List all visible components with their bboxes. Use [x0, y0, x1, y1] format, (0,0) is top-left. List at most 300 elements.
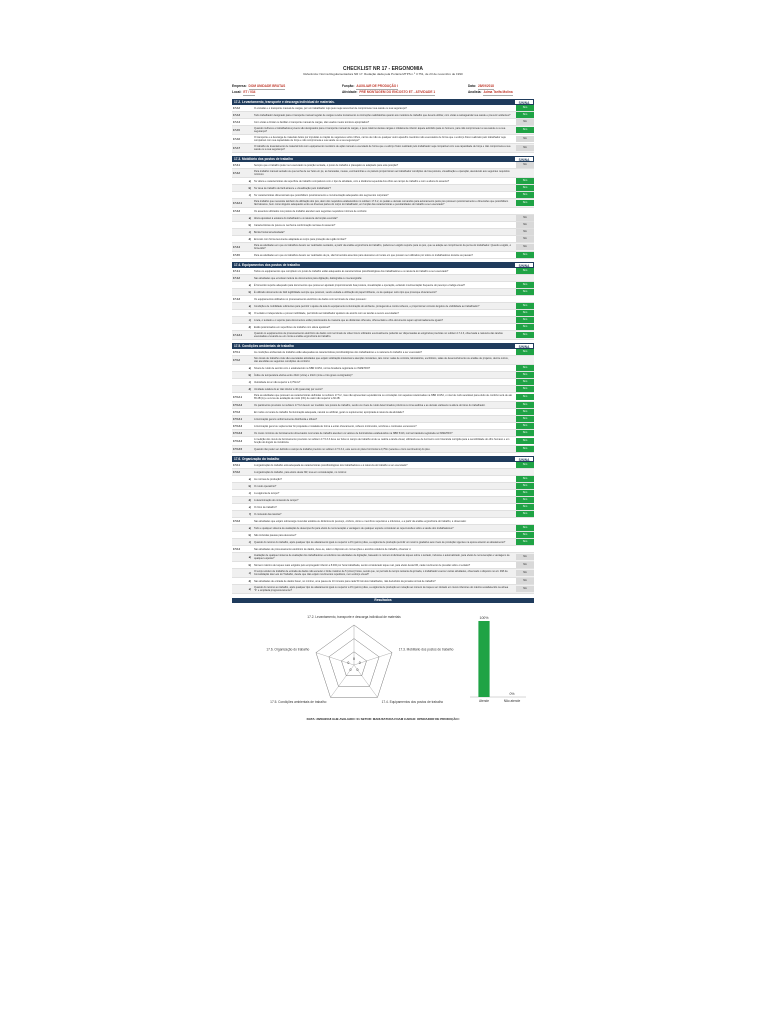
checklist-item	[232, 569, 534, 578]
item-question: Nas atividades de processamento eletrônico de dados, deve-se, salvo o disposto em convenções e acordos coletivos de trabalho, observar o:	[254, 547, 412, 551]
checklist-item	[232, 365, 534, 372]
item-question: Ter altura e características da superfície de trabalho compatíveis com o tipo de atividade, com a distância requerida dos olhos ao campo de trabalho e com a altura do assento?	[254, 179, 450, 183]
item-answer[interactable]: Sim	[516, 430, 534, 436]
checklist-item	[232, 490, 534, 497]
item-question: Altura ajustável à estatura do trabalhador e à natureza da função exercida?	[254, 216, 338, 220]
item-subletter: b)	[248, 186, 251, 190]
info-row-2	[232, 90, 534, 96]
item-question: Encosto com forma levemente adaptada ao corpo para proteção da região lombar?	[254, 237, 347, 241]
item-answer[interactable]: NA	[516, 586, 534, 592]
item-code: 17.3.2	[233, 171, 240, 175]
item-subletter: c)	[248, 230, 251, 234]
item-answer[interactable]: NA	[516, 229, 534, 235]
checklist-item	[232, 423, 534, 430]
item-code: 17.3.4	[233, 245, 240, 249]
item-subletter: a)	[248, 526, 251, 530]
checklist-item	[232, 379, 534, 386]
item-answer[interactable]: Sim	[516, 303, 534, 309]
item-answer[interactable]: NA	[516, 145, 534, 151]
item-answer[interactable]	[516, 546, 534, 552]
item-question: A determinação do conteúdo de tempo?	[254, 498, 299, 502]
item-answer[interactable]: Sim	[516, 349, 534, 355]
item-code: 17.2.7	[233, 146, 240, 150]
item-answer[interactable]: NA	[516, 119, 534, 125]
data-value: 28/09/2018	[477, 84, 494, 89]
page-subtitle: Referência: Norma Regulamentadora NR 17. Redação dada pela Portaria MTPS n.º 3.751, de 23 de novembro de 1990	[303, 72, 463, 76]
item-question: A tela, o teclado e o suporte para documentos estão posicionados de maneira que as distâncias olho-tela, olho-teclado e olho-documento sejam aproximadamente iguais?	[254, 318, 444, 322]
item-subletter: c)	[248, 491, 251, 495]
item-answer[interactable]: Sim	[516, 282, 534, 288]
checklist-item	[232, 546, 534, 553]
item-answer[interactable]: NA	[516, 244, 534, 250]
item-answer[interactable]	[516, 296, 534, 302]
item-code: 17.5.3.3	[233, 431, 243, 435]
item-subletter: c)	[248, 571, 251, 575]
item-question: Nos locais de trabalho onde são executadas atividades que exijam solicitação intelectual e atenção constantes, tais como: salas de controle, laboratórios, escritórios, salas de desenvolvimento ou análise de projetos, dentre outros, são atendidas as seguintes condições de conforto:	[254, 357, 509, 363]
checklist-item	[232, 386, 534, 393]
item-subletter: e)	[248, 587, 251, 591]
radar-axis-label: 17.6. Organização do trabalho	[266, 647, 310, 652]
item-answer[interactable]: Sim	[516, 372, 534, 378]
item-question: Ter características dimensionais que possibilitem posicionamento e movimentação adequados dos segmentos corporais?	[254, 193, 389, 197]
item-answer[interactable]: NA	[516, 578, 534, 584]
item-question: Quando mulheres e trabalhadores jovens são designados para o transporte manual de cargas, o peso máximo destas cargas é nitidamente inferior àquele admitido para os homens, para não comprometer a sua saúde ou a sua segurança?	[254, 127, 506, 133]
section-items	[232, 162, 534, 259]
item-answer[interactable]: Sim	[516, 462, 534, 468]
item-answer[interactable]: Sim	[516, 394, 534, 400]
checklist-item	[232, 372, 534, 379]
checklist-item	[232, 497, 534, 504]
checklist-sections	[232, 99, 534, 594]
checklist-item	[232, 430, 534, 437]
item-answer[interactable]: Sim	[516, 539, 534, 545]
checklist-item	[232, 476, 534, 483]
item-question: Para trabalho que necessite também da utilização dos pés, além dos requisitos estabelecidos no subitem 17.3.2, os pedais e demais comandos para acionamento pelos pés possuem posicionamento e dimensões que possibilitem fácil alcance, bem como ângulos adequados entre as diversas partes do corpo do trabalhador, em função das características e peculiaridades do trabalho a ser executado?	[254, 200, 509, 206]
analista-field	[468, 90, 513, 96]
item-code: 17.2.6	[233, 137, 240, 141]
item-subletter: d)	[248, 579, 251, 583]
section-items	[232, 349, 534, 453]
checklist-item	[232, 229, 534, 236]
checklist-item	[232, 356, 534, 365]
item-subletter: a)	[248, 477, 251, 481]
item-answer[interactable]: Sim	[516, 178, 534, 184]
item-answer[interactable]: NA	[516, 215, 534, 221]
item-subletter: b)	[248, 311, 251, 315]
bar-data-label: 100%	[479, 616, 489, 620]
item-answer[interactable]: Sim	[516, 200, 534, 206]
section-title: 17.2. Levantamento, transporte e descarga individual de materiais.	[234, 100, 335, 104]
item-answer[interactable]: NA	[516, 570, 534, 576]
item-question: O tempo efetivo de trabalho de entrada de dados não exceder o limite máximo de 5 (cinco) horas, sendo que, no período de tempo restante da jornada, o trabalhador exercer outras atividades, observado o disposto no art. 468 da Consolidação das Leis do Trabalho, desde que não exijam movimentos repetitivos, nem esforço visual?	[254, 570, 508, 576]
item-answer[interactable]	[516, 170, 534, 176]
checklist-item	[232, 268, 534, 275]
item-question: Níveis de ruído de acordo com o estabelecido na NBR 10152, norma brasileira registrada no INMETRO?	[254, 366, 371, 370]
item-question: O modo operatório?	[254, 484, 277, 488]
item-answer[interactable]: NA	[516, 554, 534, 560]
item-answer[interactable]: Sim	[516, 252, 534, 258]
checklist-item	[232, 289, 534, 296]
funcao-field	[342, 84, 468, 90]
checklist-item	[232, 192, 534, 199]
item-answer[interactable]: Sim	[516, 476, 534, 482]
item-subletter: a)	[248, 304, 251, 308]
item-question: Características de pouca ou nenhuma conformação na base do assento?	[254, 223, 336, 227]
item-answer[interactable]: Sim	[516, 310, 534, 316]
item-subletter: b)	[248, 484, 251, 488]
checklist-item	[232, 532, 534, 539]
item-answer[interactable]: Sim	[516, 268, 534, 274]
funcao-value: AUXILIAR DE PRODUÇÃO I	[356, 84, 399, 89]
item-subletter: f)	[249, 512, 251, 516]
item-subletter: d)	[248, 237, 251, 241]
item-code: 17.2.4	[233, 120, 240, 124]
bar-category-label: Não atende	[503, 699, 521, 703]
radar-value-label: 0	[358, 661, 361, 666]
checklist-item	[232, 275, 534, 282]
checklist-item	[232, 393, 534, 402]
bar-chart	[468, 609, 528, 709]
checklist-item	[232, 349, 534, 356]
item-code: 17.5.2.2	[233, 403, 243, 407]
bar-data-label: 0%	[509, 692, 515, 696]
item-code: 17.5.3	[233, 410, 240, 414]
item-question: Todos os equipamentos que compõem um posto de trabalho estão adequados às características psicofisiológicas dos trabalhadores e à natureza do trabalho a ser executado?	[254, 269, 449, 273]
checklist-item	[232, 539, 534, 546]
checklist-sheet	[232, 66, 534, 721]
item-subletter: e)	[248, 505, 251, 509]
item-question: Quando não puder ser definido o campo de trabalho previsto no subitem 17.5.3.4, este será um plano horizontal a 0,75m (setenta e cinco centímetros) do piso.	[254, 447, 431, 451]
item-answer[interactable]: Sim	[516, 365, 534, 371]
item-answer[interactable]: Sim	[516, 497, 534, 503]
footer-line: DATA: 28/09/2018 GHE AVALIADO: 01 SETOR: MANUFATURA FOAM CARGO: OPERADOR DE PRODUÇÃO I	[306, 717, 460, 721]
item-answer[interactable]: Sim	[516, 379, 534, 385]
item-subletter: d)	[248, 498, 251, 502]
checklist-item	[232, 208, 534, 215]
item-subletter: c)	[248, 540, 251, 544]
page-title: CHECKLIST NR 17 - ERGONOMIA	[342, 66, 423, 72]
section-header	[232, 456, 534, 462]
checklist-item	[232, 303, 534, 310]
radar-axis-label: 17.5. Condições ambientais de trabalho	[270, 700, 327, 705]
item-code: 17.3.3	[233, 209, 240, 213]
local-field	[232, 90, 342, 96]
item-answer[interactable]: Sim	[516, 483, 534, 489]
checklist-item	[232, 222, 534, 229]
item-question: O transporte e a descarga de materiais feitos por impulsão ou tração de vagonetes sobre trilhos, carros de mão ou qualquer outro aparelho mecânico são executados de forma que o esforço físico realizado pelo trabalhador seja compatível com sua capacidade de força e não comprometa a sua saúde ou a sua segurança?	[254, 136, 506, 142]
item-question: Ter área de trabalho de fácil alcance e visualização pelo trabalhador?	[254, 186, 331, 190]
item-answer[interactable]: NA	[516, 162, 534, 168]
item-question: Borda frontal arredondada?	[254, 230, 285, 234]
item-code: 17.4.3.1	[233, 333, 243, 337]
item-answer[interactable]: Sim	[516, 289, 534, 295]
checklist-item	[232, 469, 534, 476]
item-answer[interactable]: NA	[516, 562, 534, 568]
item-answer[interactable]: Sim	[516, 185, 534, 191]
checklist-item	[232, 144, 534, 153]
item-question: Com vistas a limitar ou facilitar o transporte manual de cargas, são usados meios técnicos apropriados?	[254, 120, 370, 124]
item-question: O trabalho de levantamento de material feito com equipamento mecânico de ação manual é executado de forma que o esforço físico realizado pelo trabalhador seja compatível com sua capacidade de força e não comprometa a sua saúde ou a sua segurança?	[254, 145, 511, 151]
checklist-item	[232, 199, 534, 208]
item-answer[interactable]: NA	[516, 222, 534, 228]
item-question: Em todos os locais de trabalho há iluminação adequada, natural ou artificial, geral ou suplementar, apropriada à natureza da atividade?	[254, 410, 404, 414]
item-question: Para as atividades em que os trabalhos devam ser realizados sentados, a partir da análise ergonômica do trabalho, poderá ser exigido suporte para os pés, que se adapte ao comprimento da perna do trabalhador. Quando exigido, é fornecido?	[254, 244, 511, 250]
item-question: É fornecido suporte adequado para documentos que possa ser ajustado proporcionando boa postura, visualização e operação, evitando movimentação frequente do pescoço e fadiga visual?	[254, 283, 465, 287]
item-answer[interactable]: NA	[516, 236, 534, 242]
checklist-item	[232, 331, 534, 340]
checklist-item	[232, 119, 534, 126]
item-question: Sempre que o trabalho puder ser executado na posição sentada, o posto de trabalho é planejado ou adaptado para esta posição?	[254, 163, 399, 167]
item-code: 17.4.2	[233, 276, 240, 280]
checklist-item	[232, 462, 534, 469]
checklist-item	[232, 169, 534, 178]
item-subletter: b)	[248, 563, 251, 567]
item-question: Nas atividades que envolvam leitura de documentos para digitação, datilografia ou mecanografia:	[254, 276, 362, 280]
item-question: Nas atividades de entrada de dados haver, no mínimo, uma pausa de 10 minutos para cada 50 minutos trabalhados, não deduzidos da jornada normal de trabalho?	[254, 579, 436, 583]
item-subletter: b)	[248, 290, 251, 294]
item-subletter: b)	[248, 223, 251, 227]
item-subletter: a)	[248, 216, 251, 220]
item-code: 17.5.2	[233, 358, 240, 362]
section-title: 17.4. Equipamentos dos postos de trabalho	[234, 263, 300, 267]
empresa-field	[232, 84, 342, 90]
item-question: São incluídas pausas para descanso?	[254, 533, 297, 537]
item-question: A organização do trabalho, para efeito desta NR, leva em consideração, no mínimo:	[254, 470, 347, 474]
checklist-item	[232, 243, 534, 252]
checklist-item	[232, 310, 534, 317]
section-items	[232, 462, 534, 594]
item-question: As normas de produção?	[254, 477, 282, 481]
checklist-item	[232, 178, 534, 185]
item-question: O conteúdo das tarefas?	[254, 512, 282, 516]
item-code: 17.3.5	[233, 253, 240, 257]
item-subletter: c)	[248, 193, 251, 197]
item-subletter: a)	[248, 179, 251, 183]
item-question: Os assentos utilizados nos postos de trabalho atendem aos seguintes requisitos mínimos de conforto:	[254, 209, 367, 213]
item-answer[interactable]: Sim	[516, 127, 534, 133]
item-question: A organização do trabalho está adequada às características psicofisiológicas dos trabalhadores e à natureza do trabalho a ser executado?	[254, 463, 408, 467]
item-question: O teclado é independente e possui mobilidade, permitindo ao trabalhador ajustá-lo de acordo com as tarefas a serem executadas?	[254, 311, 399, 315]
item-question: A iluminação geral é uniformemente distribuída e difusa?	[254, 417, 317, 421]
item-question: Para as atividades em que os trabalhos devam ser realizados de pé, são fornecidos assentos para descanso em locais em que possam ser utilizados por todos os trabalhadores durante as pausas?	[254, 253, 473, 257]
item-code: 17.6.3	[233, 519, 240, 523]
item-question: Para as atividades que possuam as características definidas no subitem 17.5.2, mas não apresentam equivalência ou correlação com aquelas relacionadas na NBR 10152, o nível de ruído aceitável para efeito de conforto será de até 65 dB (A) e a curva de avaliação de ruído (NC) de valor não superior a 60 dB.	[254, 394, 512, 400]
item-answer[interactable]: Sim	[516, 192, 534, 198]
empresa-value: DOM UNIDADE BRUTAS	[248, 84, 286, 89]
item-answer[interactable]	[516, 518, 534, 524]
atividade-field	[342, 90, 468, 96]
item-code: 17.5.3.1	[233, 417, 243, 421]
item-code: 17.2.3	[233, 113, 240, 117]
radar-axis-label: 17.4. Equipamentos dos postos de trabalho	[381, 700, 444, 705]
item-answer[interactable]: Sim	[516, 532, 534, 538]
item-question: Os níveis mínimos de iluminamento observados nos locais de trabalho atendem os valores de iluminâncias estabelecidos na NBR 5413, norma brasileira registrada no INMETRO?	[254, 431, 453, 435]
item-answer[interactable]: Sim	[516, 112, 534, 118]
item-code: 17.6.2	[233, 470, 240, 474]
funcao-label: Função:	[342, 84, 355, 89]
section-answer-column-label: S/N/NA	[514, 262, 534, 268]
checklist-item	[232, 585, 534, 594]
item-question: Nas atividades que exijam sobrecarga muscular estática ou dinâmica do pescoço, ombros, dorso e membros superiores e inferiores, e a partir da análise ergonômica do trabalho, é observado:	[254, 519, 467, 523]
item-question: Avaliação de qualquer sistema de avaliação dos trabalhadores envolvidos nas atividades de digitação, baseado no número individual de toques sobre o teclado, inclusive o automatizado, para efeito de remuneração e vantagens de qualquer espécie?	[254, 554, 510, 560]
item-subletter: b)	[248, 533, 251, 537]
analista-value: Adma Tarifa Molina	[483, 90, 513, 95]
checklist-item	[232, 402, 534, 409]
item-code: 17.2.5	[233, 128, 240, 132]
section-answer-column-label: S/N/NA	[514, 456, 534, 462]
item-answer[interactable]: Sim	[516, 511, 534, 517]
item-subletter: c)	[248, 318, 251, 322]
item-question: Todo e qualquer sistema de avaliação de desempenho para efeito de remuneração e vantagens de qualquer espécie considerar as repercussões sobre a saúde dos trabalhadores?	[254, 526, 454, 530]
item-question: É utilizado documento de fácil legibilidade sempre que possível, sendo vedada a utilização do papel brilhante, ou de qualquer outro tipo que provoque ofuscamento?	[254, 290, 437, 294]
item-code: 17.5.1	[233, 350, 240, 354]
item-question: A exigência de tempo?	[254, 491, 280, 495]
empresa-label: Empresa:	[232, 84, 247, 89]
section-answer-column-label: S/N/NA	[514, 343, 534, 349]
checklist-item	[232, 525, 534, 532]
section-header	[232, 262, 534, 268]
item-code: 17.2.2	[233, 106, 240, 110]
checklist-item	[232, 236, 534, 243]
data-field	[468, 84, 494, 90]
item-question: Todo trabalhador designado para o transporte manual regular de cargas recebe treinamento ou instruções satisfatórias quanto aos métodos de trabalho que deverá utilizar, com vistas a salvaguardar sua saúde e prevenir acidentes?	[254, 113, 511, 117]
section-header	[232, 343, 534, 349]
item-code: 17.3.1	[233, 163, 240, 167]
checklist-item	[232, 416, 534, 423]
checklist-item	[232, 578, 534, 585]
radar-chart	[254, 607, 454, 713]
checklist-item	[232, 185, 534, 192]
atividade-label: Atividade:	[342, 90, 358, 95]
section-header	[232, 99, 534, 105]
radar-value-label: 0	[349, 667, 352, 672]
item-answer[interactable]	[516, 275, 534, 281]
checklist-item	[232, 215, 534, 222]
checklist-item	[232, 511, 534, 518]
item-question: Umidade relativa do ar não inferior a 40 (quarenta) por cento?	[254, 387, 323, 391]
analista-label: Analista:	[468, 90, 482, 95]
item-answer[interactable]: Sim	[516, 446, 534, 452]
item-question: A medição dos níveis de iluminamento previstos no subitem 17.5.3.3 deve ser feita no campo de trabalho onde se realiza a tarefa visual, utilizando-se de luxímetro com fotocélula corrigida para a sensibilidade do olho humano e em função do ângulo de incidência.	[254, 438, 510, 444]
checklist-item	[232, 162, 534, 169]
local-value: ET / 034	[243, 90, 256, 95]
item-answer[interactable]: NA	[516, 136, 534, 142]
item-code: 17.3.2.1	[233, 201, 243, 205]
radar-value-label: 0	[347, 661, 350, 666]
section-title: 17.5. Condições ambientais de trabalho	[234, 344, 294, 348]
item-answer[interactable]: Sim	[516, 317, 534, 323]
item-question: As condições ambientais de trabalho estão adequadas às características psicofisiológicas dos trabalhadores e à natureza do trabalho a ser executado?	[254, 350, 423, 354]
item-subletter: a)	[248, 283, 251, 287]
data-label: Data:	[468, 84, 476, 89]
item-answer[interactable]: Sim	[516, 386, 534, 392]
checklist-item	[232, 126, 534, 135]
checklist-item	[232, 252, 534, 259]
item-answer[interactable]	[516, 469, 534, 475]
checklist-item	[232, 409, 534, 416]
item-code: 17.6.4	[233, 547, 240, 551]
item-question: Quando os equipamentos de processamento eletrônico de dados com terminais de vídeo forem utilizados eventualmente poderão ser dispensadas as exigências previstas no subitem 17.4.3, observada a natureza das tarefas executadas e levando-se em conta a análise ergonômica do trabalho.	[254, 332, 503, 338]
item-answer[interactable]	[516, 208, 534, 214]
results-title: Resultados	[232, 598, 534, 603]
item-question: O ritmo de trabalho?	[254, 505, 277, 509]
radar-axis-label: 17.2. Levantamento, transporte e descarga individual de materiais	[307, 615, 401, 619]
section-header	[232, 156, 534, 162]
section-items	[232, 105, 534, 153]
item-answer[interactable]: Sim	[516, 490, 534, 496]
item-question: Quando do retorno do trabalho, após qualquer tipo de afastamento igual ou superior a 15 (quinze) dias, a exigência de produção permitir um retorno gradativo aos níveis de produção vigentes na época anterior ao afastamento?	[254, 540, 506, 544]
item-question: A iluminação geral ou suplementar foi projetada e instalada de forma a evitar ofuscamento, reflexos incômodos, sombras e contrastes excessivos?	[254, 424, 417, 428]
item-answer[interactable]: Sim	[516, 504, 534, 510]
bar	[478, 621, 489, 697]
item-question: Quando do retorno ao trabalho, após qualquer tipo de afastamento igual ou superior a 15 (quinze) dias, a exigência de produção em relação ao número de toques ser iniciado em níveis inferiores do máximo estabelecido na alínea "b" e ampliada progressivamente?	[254, 586, 509, 592]
item-code: 17.5.3.5	[233, 447, 243, 451]
item-question: Número máximo de toques reais exigidos pelo empregador inferior a 8.000 por hora trabalhada, sendo considerado toque real, para efeito desta NR, cada movimento de pressão sobre o teclado?	[254, 563, 471, 567]
item-question: Para trabalho manual sentado ou que tenha de ser feito em pé, as bancadas, mesas, escrivaninhas e os painéis proporcionam ao trabalhador condições de boa postura, visualização e operação, atendendo aos seguintes requisitos mínimos:	[254, 170, 510, 176]
checklist-item	[232, 112, 534, 119]
item-subletter: d)	[248, 387, 251, 391]
item-code: 17.5.3.2	[233, 424, 243, 428]
item-answer[interactable]	[516, 357, 534, 363]
checklist-item	[232, 446, 534, 453]
item-code: 17.5.2.1	[233, 395, 243, 399]
checklist-item	[232, 282, 534, 289]
results-panel	[232, 603, 534, 715]
item-subletter: a)	[248, 366, 251, 370]
bar-category-label: Atende	[478, 699, 490, 703]
item-answer[interactable]: Sim	[516, 416, 534, 422]
item-answer[interactable]: Sim	[516, 332, 534, 338]
item-subletter: a)	[248, 555, 251, 559]
checklist-item	[232, 296, 534, 303]
item-answer[interactable]: Sim	[516, 525, 534, 531]
radar-value-label: 0	[353, 657, 355, 661]
checklist-item	[232, 105, 534, 112]
local-label: Local:	[232, 90, 242, 95]
section-title: 17.3. Mobiliário dos postos de trabalho	[234, 157, 293, 161]
item-question: Estão posicionados em superfícies de trabalho com altura ajustável?	[254, 325, 331, 329]
radar-value-label: 0	[356, 667, 359, 672]
item-answer[interactable]: Sim	[516, 438, 534, 444]
section-title: 17.6. Organização do trabalho	[234, 457, 280, 461]
checklist-item	[232, 317, 534, 324]
item-code: 17.6.1	[233, 463, 240, 467]
atividade-value: PRÉ MONTAGEM DO ENCOSTO ET - ATIVIDADE 1	[359, 90, 436, 95]
item-question: O emissão e o transporte manual de cargas, por um trabalhador cujo peso seja suscetível de comprometer sua saúde ou sua segurança?	[254, 106, 407, 110]
item-subletter: b)	[248, 373, 251, 377]
item-question: Os parâmetros previstos no subitem 17.5.2 devem ser medidos nos postos de trabalho, sendo os níveis de ruído determinados próximos à zona auditiva e as demais variáveis na altura do tórax do trabalhador.	[254, 403, 486, 407]
checklist-item	[232, 324, 534, 331]
item-subletter: c)	[248, 380, 251, 384]
checklist-item	[232, 553, 534, 562]
item-code: 17.5.3.4	[233, 439, 243, 443]
checklist-item	[232, 483, 534, 490]
item-answer[interactable]: Sim	[516, 402, 534, 408]
item-code: 17.4.1	[233, 269, 240, 273]
item-answer[interactable]: Sim	[516, 423, 534, 429]
item-question: Índice de temperatura efetiva entre 20oC (vinte) e 23oC (vinte e três graus centígrados)?	[254, 373, 353, 377]
checklist-item	[232, 437, 534, 446]
item-answer[interactable]: Sim	[516, 409, 534, 415]
item-question: Condições de mobilidade suficientes para permitir o ajuste da tela do equipamento à iluminação do ambiente, protegendo-a contra reflexos, e proporcionar corretos ângulos de visibilidade ao trabalhador?	[254, 304, 480, 308]
section-answer-column-label: S/N/NA	[514, 99, 534, 105]
item-answer[interactable]: Sim	[516, 105, 534, 111]
item-answer[interactable]: Sim	[516, 324, 534, 330]
checklist-item	[232, 518, 534, 525]
section-items	[232, 268, 534, 340]
checklist-item	[232, 135, 534, 144]
checklist-item	[232, 504, 534, 511]
